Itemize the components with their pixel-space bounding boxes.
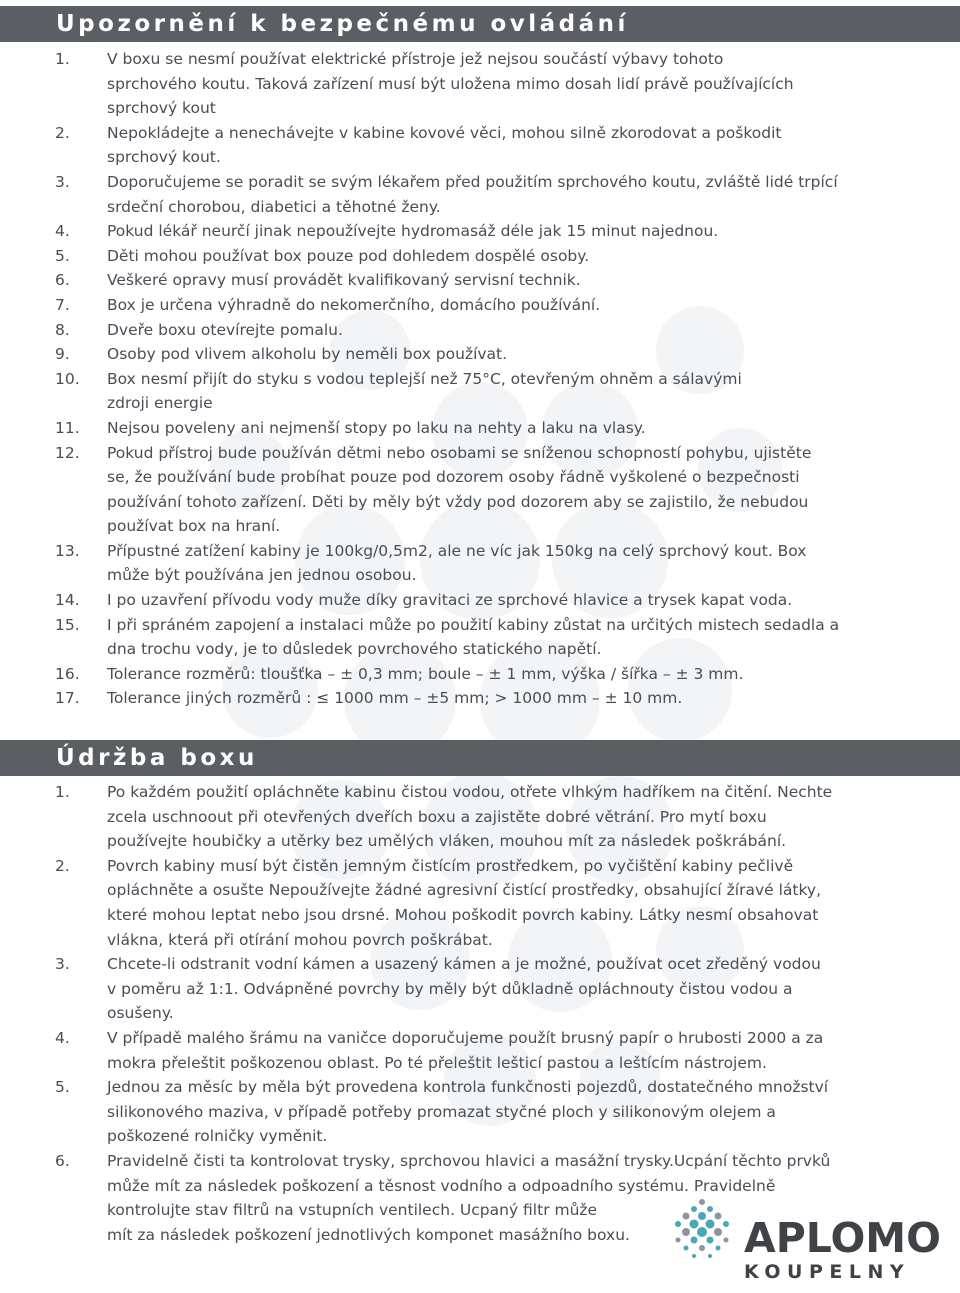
safety-list-item (0, 121, 960, 170)
safety-list-item (0, 613, 960, 662)
item-number: 7. (55, 295, 70, 314)
item-number: 9. (55, 345, 70, 364)
logo-name: APLOMO (744, 1214, 941, 1262)
safety-list-item (0, 588, 960, 613)
safety-list-item (0, 662, 960, 687)
item-text: Pravidelně čisti ta kontrolovat trysky, sprchovou hlavici a masážní trysky.Ucpání těchto prvků může mít za následek poškození a těsnost vodního a odpoadního systému. Pravidelně kontrolujte stav filtrů na vstupních ventilech. Ucpaný filtr může mít za následek poškození jednotlivých komponet masážního boxu. (107, 1151, 831, 1244)
item-text: Jednou za měsíc by měla být provedena kontrola funkčnosti pojezdů, dostatečného množství silikonového maziva, v případě potřeby promazat styčné ploch y silikonovým olejem a poškozené rolničky vyměnit. (107, 1078, 829, 1146)
safety-list-item (0, 441, 960, 539)
item-number: 10. (55, 369, 80, 388)
item-number: 12. (55, 443, 80, 462)
item-number: 8. (55, 320, 70, 339)
safety-list-item (0, 219, 960, 244)
item-number: 1. (55, 783, 70, 801)
item-text: Přípustné zatížení kabiny je 100kg/0,5m2, ale ne víc jak 150kg na celý sprchový kout. Box může být používána jen jednou osobou. (107, 541, 807, 585)
maintenance-list-item (0, 1075, 960, 1149)
item-number: 16. (55, 664, 80, 683)
item-text: Box nesmí přijít do styku s vodou teplejší než 75°C, otevřeným ohněm a sálavými zdroji energie (107, 369, 742, 413)
item-number: 4. (55, 1028, 70, 1047)
item-text: Povrch kabiny musí být čistěn jemným čistícím prostředkem, po vyčištění kabiny pečlivě opláchněte a osušte Nepoužívejte žádné agresivní čistící prostředky, obsahující žíravé látky, které mohou leptat nebo jsou drsné. Mohou poškodit povrch kabiny. Látky nesmí obsahovat vlákna, která při otírání mohou povrch poškrábat. (107, 856, 822, 949)
safety-list-item (0, 268, 960, 293)
safety-list (0, 47, 960, 711)
item-text: Doporučujeme se poradit se svým lékařem před použitím sprchového koutu, zvláště lidé trpící srdeční chorobou, diabetici a těhotné ženy. (107, 172, 838, 216)
item-number: 1. (55, 50, 70, 68)
item-number: 11. (55, 418, 80, 437)
safety-list-item (0, 47, 960, 121)
item-text: Tolerance rozměrů: tloušťka – ± 0,3 mm; boule – ± 1 mm, výška / šířka – ± 3 mm. (107, 664, 744, 683)
item-text: Nepokládejte a nenechávejte v kabine kovové věci, mohou silně zkorodovat a poškodit sprchový kout. (107, 123, 782, 167)
item-text: Osoby pod vlivem alkoholu by neměli box používat. (107, 345, 508, 364)
item-text: Děti mohou používat box pouze pod dohledem dospělé osoby. (107, 246, 590, 265)
item-text: Tolerance jiných rozměrů : ≤ 1000 mm – ±5 mm; > 1000 mm – ± 10 mm. (107, 689, 683, 708)
item-text: Veškeré opravy musí provádět kvalifikovaný servisní technik. (107, 271, 581, 290)
logo-tagline: KOUPELNY (744, 1261, 911, 1283)
item-number: 3. (55, 955, 70, 974)
item-number: 5. (55, 1078, 70, 1097)
item-text: I při spráném zapojení a instalaci může po použití kabiny zůstat na určitých mistech sedadla a dna trochu vody, je to důsledek povrchového statického napětí. (107, 615, 840, 659)
safety-list-item (0, 342, 960, 367)
item-text: Pokud přístroj bude používán dětmi nebo osobami se sníženou schopností pohybu, ujistěte se, že používání bude probíhat pouze pod dozorem osoby řádně vyškolené o bezpečnosti používání tohoto zařízení. Děti by měly být vždy pod dozorem aby se zajistilo, že nebudou používat box na hraní. (107, 443, 812, 536)
safety-list-item (0, 686, 960, 711)
safety-list-item (0, 367, 960, 416)
item-number: 2. (55, 856, 70, 875)
item-text: Chcete-li odstranit vodní kámen a usazený kámen a je možné, používat ocet zředěný vodou v poměru až 1:1. Odvápněné povrchy by měly být důkladně opláchnouty čistou vodou a osušeny. (107, 955, 821, 1023)
item-number: 5. (55, 246, 70, 265)
item-number: 17. (55, 689, 80, 708)
item-text: V boxu se nesmí používat elektrické přístroje jež nejsou součástí výbavy tohoto sprchového koutu. Taková zařízení musí být uložena mimo dosah lidí právě používajících sprchový kout (107, 50, 794, 118)
maintenance-section-header (0, 740, 960, 776)
safety-list-item (0, 244, 960, 269)
safety-list-item (0, 170, 960, 219)
item-number: 6. (55, 271, 70, 290)
item-text: Pokud lékář neurčí jinak nepoužívejte hydromasáž déle jak 15 minut najednou. (107, 222, 719, 241)
item-text: Po každém použití opláchněte kabinu čistou vodou, otřete vlhkým hadříkem na čitění. Nechte zcela uschnoout při otevřených dveřích boxu a zajistěte dobré větrání. Pro mytí boxu používejte houbičky a utěrky bez umělých vláken, mouhou mít za následek poškrábání. (107, 783, 833, 851)
safety-list-item (0, 293, 960, 318)
maintenance-list (0, 780, 960, 1247)
safety-section-title: Upozornění k bezpečnému ovládání (56, 11, 629, 37)
safety-list-item (0, 416, 960, 441)
maintenance-list-item (0, 854, 960, 952)
safety-section-header (0, 6, 960, 42)
item-text: V případě malého šrámu na vaničce doporučujeme použít brusný papír o hrubosti 2000 a za mokra přeleštit poškozenou oblast. Po té přeleštit lešticí pastou a leštícím nástrojem. (107, 1028, 824, 1072)
item-number: 2. (55, 123, 70, 142)
item-text: Dveře boxu otevírejte pomalu. (107, 320, 343, 339)
item-number: 13. (55, 541, 80, 560)
item-number: 15. (55, 615, 80, 634)
item-text: I po uzavření přívodu vody muže díky gravitaci ze sprchové hlavice a trysek kapat voda. (107, 591, 793, 610)
item-text: Box je určena výhradně do nekomerčního, domácího používání. (107, 295, 601, 314)
aplomo-logo (668, 1196, 941, 1291)
item-text: Nejsou poveleny ani nejmenší stopy po laku na nehty a laku na vlasy. (107, 418, 646, 437)
maintenance-list-item (0, 952, 960, 1026)
safety-list-item (0, 318, 960, 343)
maintenance-list-item (0, 780, 960, 854)
logo-dots-icon (668, 1196, 744, 1266)
item-number: 6. (55, 1151, 70, 1170)
maintenance-section-title: Údržba boxu (56, 745, 258, 771)
item-number: 14. (55, 591, 80, 610)
safety-list-item (0, 539, 960, 588)
maintenance-list-item (0, 1026, 960, 1075)
item-number: 4. (55, 222, 70, 241)
item-number: 3. (55, 172, 70, 191)
